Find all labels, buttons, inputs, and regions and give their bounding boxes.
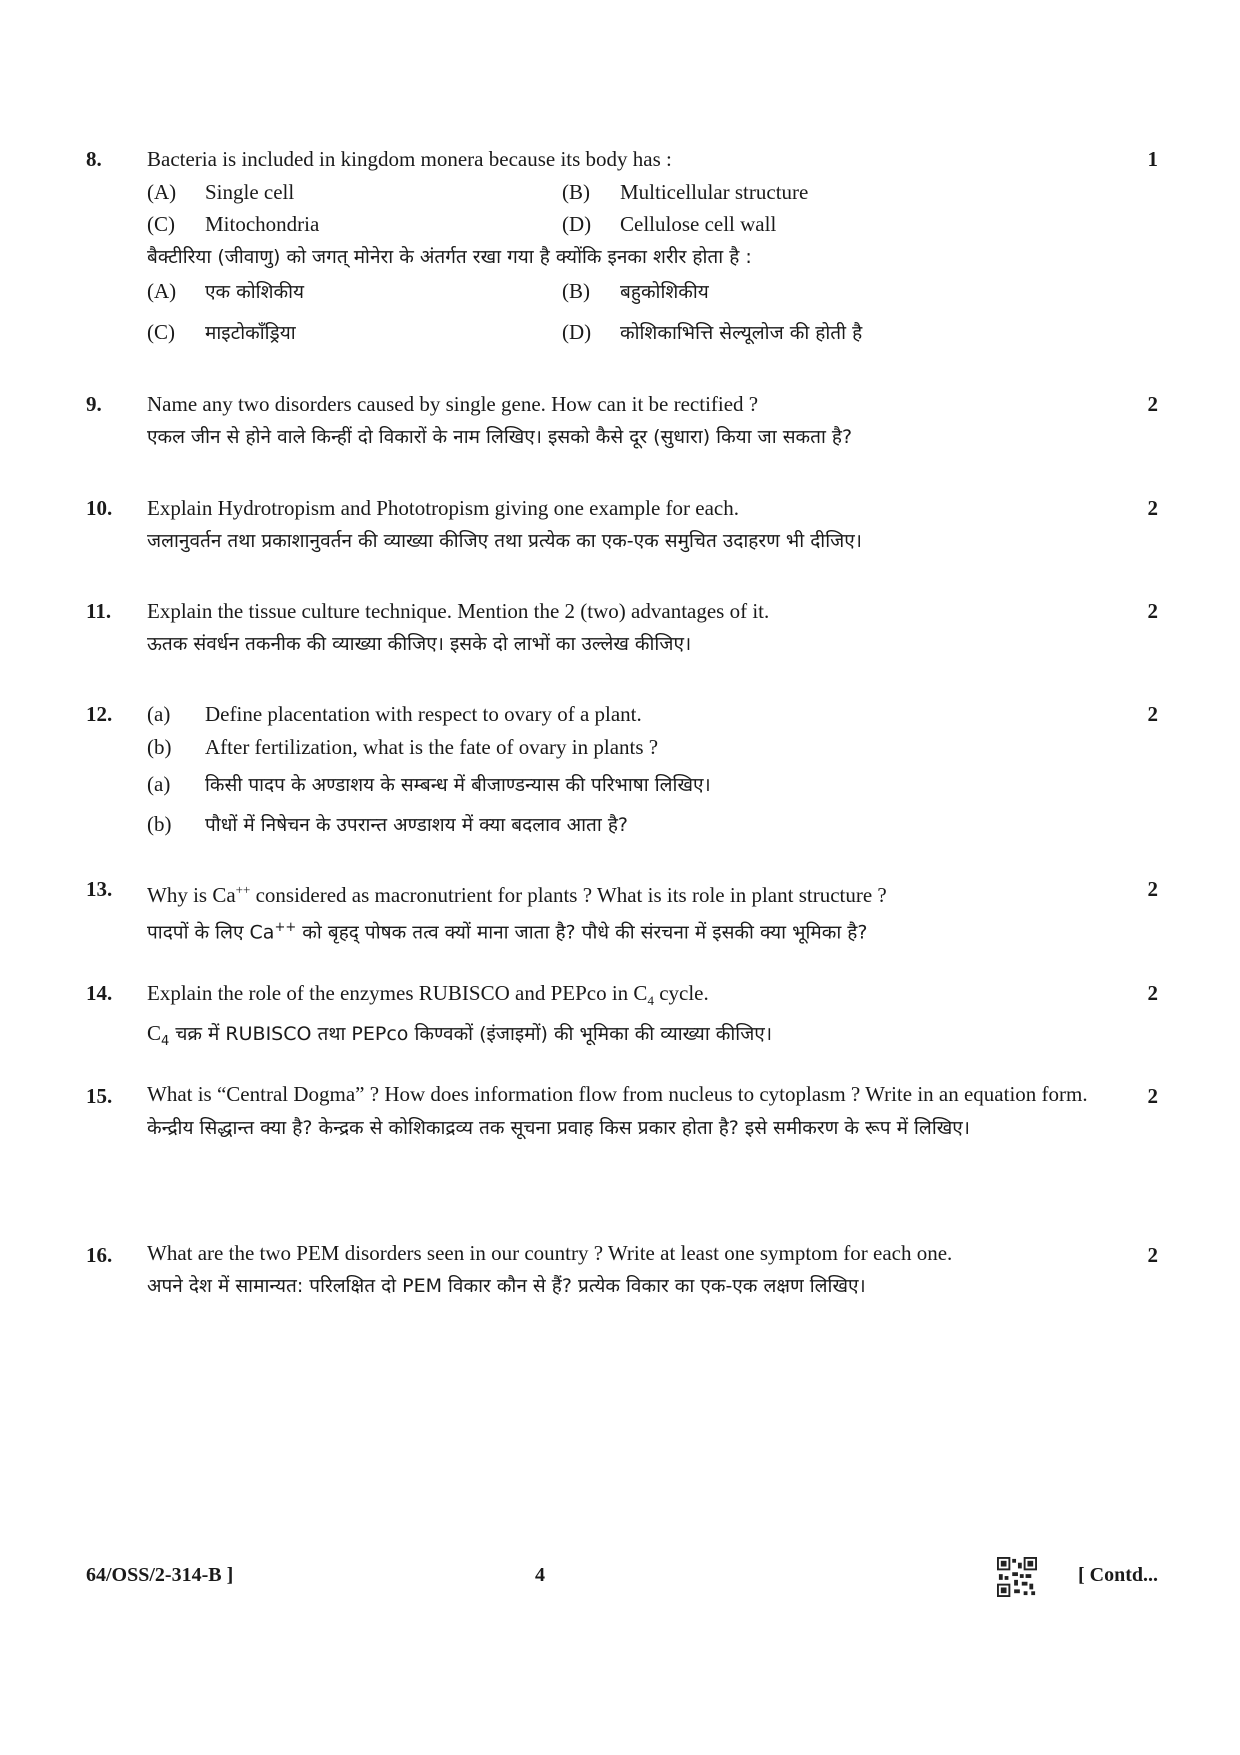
question-text-hi: बैक्टीरिया (जीवाणु) को जगत् मोनेरा के अंतर्गत रखा गया है क्योंकि इनका शरीर होता है : <box>147 246 752 268</box>
option-b-en: (B) Multicellular structure <box>562 180 809 204</box>
question-number: 9. <box>86 392 102 416</box>
question-number: 16. <box>86 1243 113 1267</box>
part-b-en: (b) After fertilization, what is the fate of ovary in plants ? <box>147 735 659 759</box>
option-a-en: (A) Single cell <box>147 180 295 204</box>
question-number: 15. <box>86 1084 113 1108</box>
question-text-en: Explain the tissue culture technique. Mention the 2 (two) advantages of it. <box>147 599 770 623</box>
question-text-en: What is “Central Dogma” ? How does information flow from nucleus to cytoplasm ? Write in an equation form. <box>147 1082 1088 1106</box>
option-b-hi: (B) बहुकोशिकीय <box>562 279 709 303</box>
question-marks: 2 <box>1147 599 1158 623</box>
question-number: 14. <box>86 981 113 1005</box>
part-b-hi: (b) पौधों में निषेचन के उपरान्त अण्डाशय में क्या बदलाव आता है? <box>147 812 628 836</box>
question-text-en: Why is Ca++ considered as macronutrient for plants ? What is its role in plant structure ? <box>147 882 887 907</box>
question-number: 10. <box>86 496 113 520</box>
continued-label: [ Contd... <box>1077 1564 1158 1586</box>
question-text-en: What are the two PEM disorders seen in our country ? Write at least one symptom for each one. <box>147 1241 953 1265</box>
question-text-en: Explain Hydrotropism and Phototropism giving one example for each. <box>147 496 739 520</box>
question-number: 13. <box>86 877 113 901</box>
option-c-en: (C) Mitochondria <box>147 212 320 236</box>
paper-code: 64/OSS/2-314-B ] <box>86 1564 234 1586</box>
question-text-hi: अपने देश में सामान्यत: परिलक्षित दो PEM विकार कौन से हैं? प्रत्येक विकार का एक-एक लक्षण लिखिए। <box>147 1275 866 1297</box>
question-text-hi: केन्द्रीय सिद्धान्त क्या है? केन्द्रक से कोशिकाद्रव्य तक सूचना प्रवाह किस प्रकार होता है? इसे समीकरण के रूप में लिखिए। <box>147 1117 970 1139</box>
question-text-hi: एकल जीन से होने वाले किन्हीं दो विकारों के नाम लिखिए। इसको कैसे दूर (सुधारा) किया जा सकता है? <box>147 426 853 448</box>
question-number: 8. <box>86 147 102 171</box>
question-marks: 2 <box>1147 392 1158 416</box>
question-marks: 2 <box>1147 496 1158 520</box>
question-number: 12. <box>86 702 113 726</box>
question-marks: 1 <box>1147 147 1158 171</box>
part-a-en: (a) Define placentation with respect to ovary of a plant. <box>147 702 642 726</box>
option-a-hi: (A) एक कोशिकीय <box>147 279 305 303</box>
question-text-hi: जलानुवर्तन तथा प्रकाशानुवर्तन की व्याख्या कीजिए तथा प्रत्येक का एक-एक समुचित उदाहरण भी दीजिए। <box>147 530 862 552</box>
question-text-hi: ऊतक संवर्धन तकनीक की व्याख्या कीजिए। इसके दो लाभों का उल्लेख कीजिए। <box>147 633 692 655</box>
question-number: 11. <box>86 599 112 623</box>
question-text-hi: पादपों के लिए Ca++ को बृहद् पोषक तत्व क्यों माना जाता है? पौधे की संरचना में इसकी क्या भूमिका है? <box>147 920 868 944</box>
question-marks: 2 <box>1147 1243 1158 1267</box>
question-marks: 2 <box>1147 702 1158 726</box>
question-text-en: Name any two disorders caused by single gene. How can it be rectified ? <box>147 392 759 416</box>
question-text-en: Bacteria is included in kingdom monera because its body has : <box>147 147 672 171</box>
question-text-hi: $C_4$ चक्र में RUBISCO तथा PEPco किण्वकों (इंजाइमों) की भूमिका की व्याख्या कीजिए। <box>147 1021 773 1049</box>
qr-code-icon <box>997 1557 1037 1597</box>
page-number: 4 <box>535 1564 545 1586</box>
option-c-hi: (C) माइटोकॉंड्रिया <box>147 320 296 344</box>
question-text-en: Explain the role of the enzymes RUBISCO and PEPco in $C_4$ cycle. <box>147 981 709 1009</box>
page-footer <box>86 1560 1158 1600</box>
part-a-hi: (a) किसी पादप के अण्डाशय के सम्बन्ध में बीजाण्डन्यास की परिभाषा लिखिए। <box>147 772 711 796</box>
option-d-en: (D) Cellulose cell wall <box>562 212 777 236</box>
question-marks: 2 <box>1147 1084 1158 1108</box>
option-d-hi: (D) कोशिकाभित्ति सेल्यूलोज की होती है <box>562 320 863 344</box>
question-marks: 2 <box>1147 981 1158 1005</box>
question-marks: 2 <box>1147 877 1158 901</box>
